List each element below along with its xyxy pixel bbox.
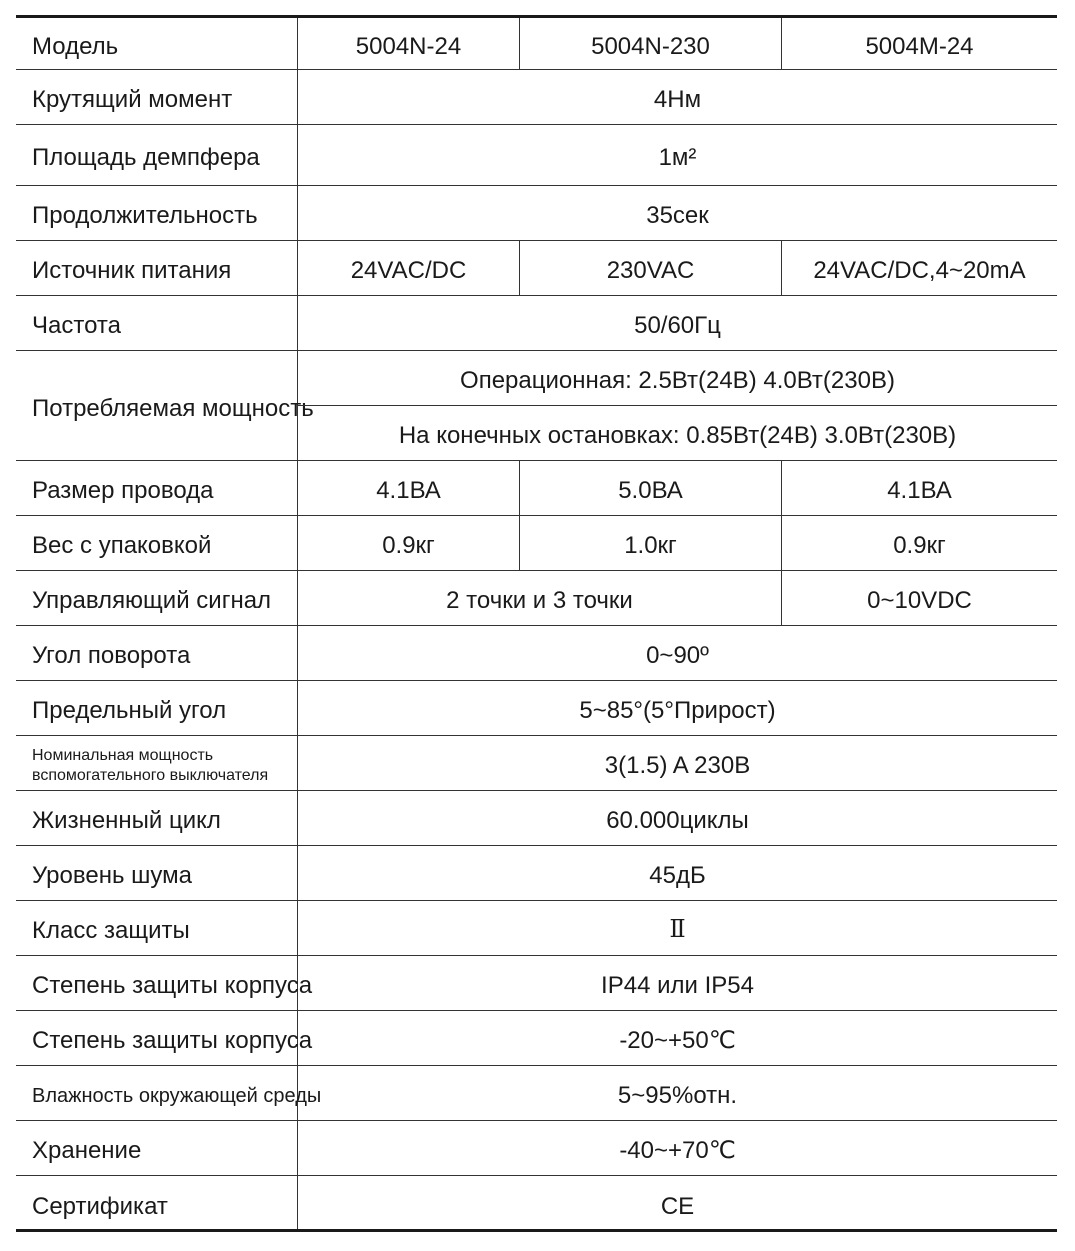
model-value-3: 5004M-24 [782,18,1057,70]
wire-size-value-2: 5.0ВА [520,461,782,516]
torque-value: 4Нм [298,70,1057,125]
row-label-power-consumption: Потребляемая мощность [16,351,298,461]
row-label-noise: Уровень шума [16,846,298,901]
row-label-damper-area: Площадь демпфера [16,125,298,186]
aux-switch-value: 3(1.5) A 230В [298,736,1057,791]
row-label-power-supply: Источник питания [16,241,298,296]
wire-size-value-1: 4.1ВА [298,461,520,516]
row-label-wire-size: Размер провода [16,461,298,516]
weight-value-3: 0.9кг [782,516,1057,571]
table-bottom-rule [16,1229,1057,1232]
duration-value: 35сек [298,186,1057,241]
row-label-control-signal: Управляющий сигнал [16,571,298,626]
row-label-humidity: Влажность окружающей среды [16,1066,298,1121]
power-consumption-end-stops: На конечных остановках: 0.85Вт(24В) 3.0Вт(230В) [298,406,1057,461]
power-supply-value-2: 230VAC [520,241,782,296]
temperature-value: -20~+50℃ [298,1011,1057,1066]
control-signal-value-2: 0~10VDC [782,571,1057,626]
row-label-certificate: Сертификат [16,1176,298,1231]
certificate-value: CE [660,1192,695,1220]
storage-value: -40~+70℃ [298,1121,1057,1176]
row-label-rotation-angle: Угол поворота [16,626,298,681]
noise-value: 45дБ [298,846,1057,901]
row-label-protection-class: Класс защиты [16,901,298,956]
aux-switch-label-line2: вспомогательного выключателя [32,767,269,784]
row-label-limit-angle: Предельный угол [16,681,298,736]
spec-table [16,18,1057,1229]
model-value-2: 5004N-230 [520,18,782,70]
row-label-torque: Крутящий момент [16,70,298,125]
model-value-1: 5004N-24 [298,18,520,70]
control-signal-value-1: 2 точки и 3 точки [298,571,782,626]
power-supply-value-1: 24VAC/DC [298,241,520,296]
row-label-ip-rating: Степень защиты корпуса [16,956,298,1011]
limit-angle-value: 5~85°(5°Прирост) [298,681,1057,736]
rotation-angle-value: 0~90º [298,626,1057,681]
weight-value-2: 1.0кг [520,516,782,571]
row-label-duration: Продолжительность [16,186,298,241]
row-label-weight: Вес с упаковкой [16,516,298,571]
life-cycle-value: 60.000циклы [298,791,1057,846]
power-supply-value-3: 24VAC/DC,4~20mA [782,241,1057,296]
row-label-aux-switch [16,736,298,791]
ip-rating-value: IP44 или IP54 [298,956,1057,1011]
power-consumption-operational: Операционная: 2.5Вт(24В) 4.0Вт(230В) [298,351,1057,406]
humidity-value: 5~95%отн. [298,1066,1057,1121]
frequency-value: 50/60Гц [298,296,1057,351]
weight-value-1: 0.9кг [298,516,520,571]
row-label-temperature: Степень защиты корпуса [16,1011,298,1066]
spec-sheet [16,0,1057,1251]
row-label-model: Модель [16,18,298,70]
row-label-storage: Хранение [16,1121,298,1176]
row-label-frequency: Частота [16,296,298,351]
row-label-life-cycle: Жизненный цикл [16,791,298,846]
protection-class-value: Ⅱ [298,901,1057,956]
aux-switch-label-line1: Номинальная мощность [32,747,214,764]
wire-size-value-3: 4.1ВА [782,461,1057,516]
damper-area-value: 1м² [298,125,1057,186]
